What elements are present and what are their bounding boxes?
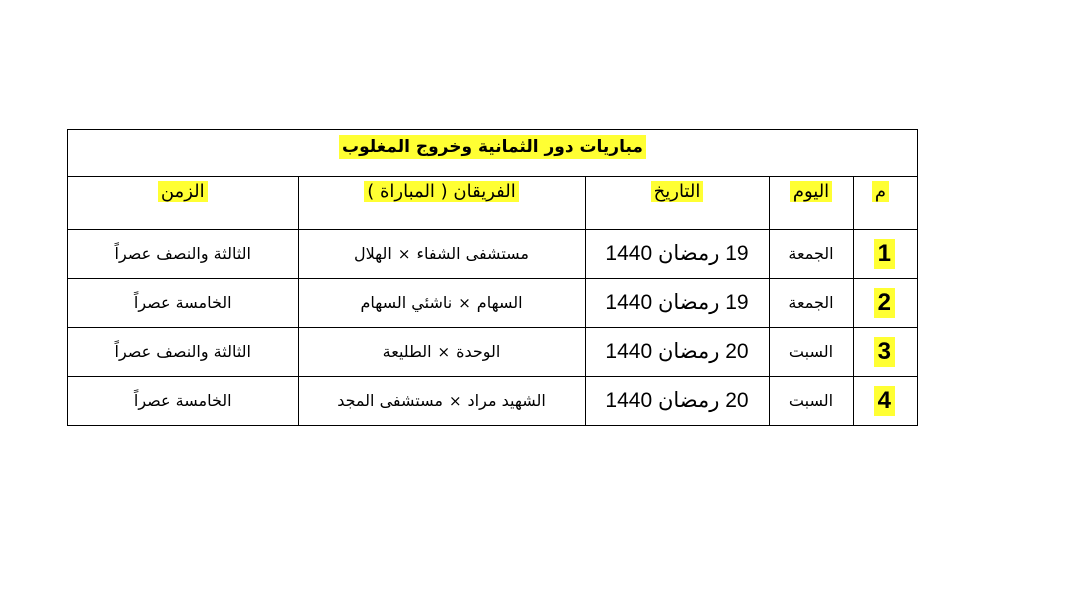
row-number-cell xyxy=(853,229,917,278)
team-one: مستشفى الشفاء xyxy=(416,244,529,263)
team-two: الطليعة xyxy=(382,342,432,361)
time-cell: الثالثة والنصف عصراً xyxy=(68,327,298,376)
match-cell xyxy=(298,376,585,425)
team-two: الهلال xyxy=(354,244,392,263)
match-cell xyxy=(298,229,585,278)
day-cell: السبت xyxy=(769,376,853,425)
day-cell: الجمعة xyxy=(769,278,853,327)
table-row xyxy=(68,278,917,327)
row-number-cell xyxy=(853,327,917,376)
time-cell: الثالثة والنصف عصراً xyxy=(68,229,298,278)
table-row xyxy=(68,327,917,376)
row-number: 4 xyxy=(874,386,895,416)
row-number: 1 xyxy=(874,239,895,269)
date-cell: 20 رمضان 1440 xyxy=(585,327,769,376)
versus-separator: × xyxy=(397,245,411,263)
versus-separator: × xyxy=(437,343,451,361)
schedule-document xyxy=(67,129,918,426)
date-cell: 19 رمضان 1440 xyxy=(585,229,769,278)
team-two: مستشفى المجد xyxy=(337,391,443,410)
versus-separator: × xyxy=(458,294,471,312)
day-cell: السبت xyxy=(769,327,853,376)
table-row xyxy=(68,376,917,425)
date-cell: 19 رمضان 1440 xyxy=(585,278,769,327)
row-number-cell xyxy=(853,278,917,327)
versus-separator: × xyxy=(448,392,462,410)
header-day: اليوم xyxy=(769,177,853,229)
time-cell: الخامسة عصراً xyxy=(68,278,298,327)
time-cell: الخامسة عصراً xyxy=(133,391,232,410)
header-time: الزمن xyxy=(68,177,298,229)
header-match: الفريقان ( المباراة ) xyxy=(298,177,585,229)
table-row xyxy=(68,229,917,278)
row-number: 2 xyxy=(874,288,895,318)
match-cell xyxy=(298,327,585,376)
header-number: م xyxy=(853,177,917,229)
matches-table xyxy=(68,177,917,425)
row-number: 3 xyxy=(874,337,895,367)
team-one: الشهيد مراد xyxy=(467,391,546,410)
document-title: مباريات دور الثمانية وخروج المغلوب xyxy=(339,135,646,159)
team-two: ناشئي السهام xyxy=(360,293,453,312)
header-date: التاريخ xyxy=(585,177,769,229)
row-number-cell xyxy=(853,376,917,425)
team-one: السهام xyxy=(476,293,523,312)
day-cell: الجمعة xyxy=(769,229,853,278)
team-one: الوحدة xyxy=(456,342,501,361)
header-row xyxy=(68,177,917,229)
match-cell xyxy=(298,278,585,327)
date-cell: 20 رمضان 1440 xyxy=(585,376,769,425)
title-row xyxy=(68,130,917,177)
